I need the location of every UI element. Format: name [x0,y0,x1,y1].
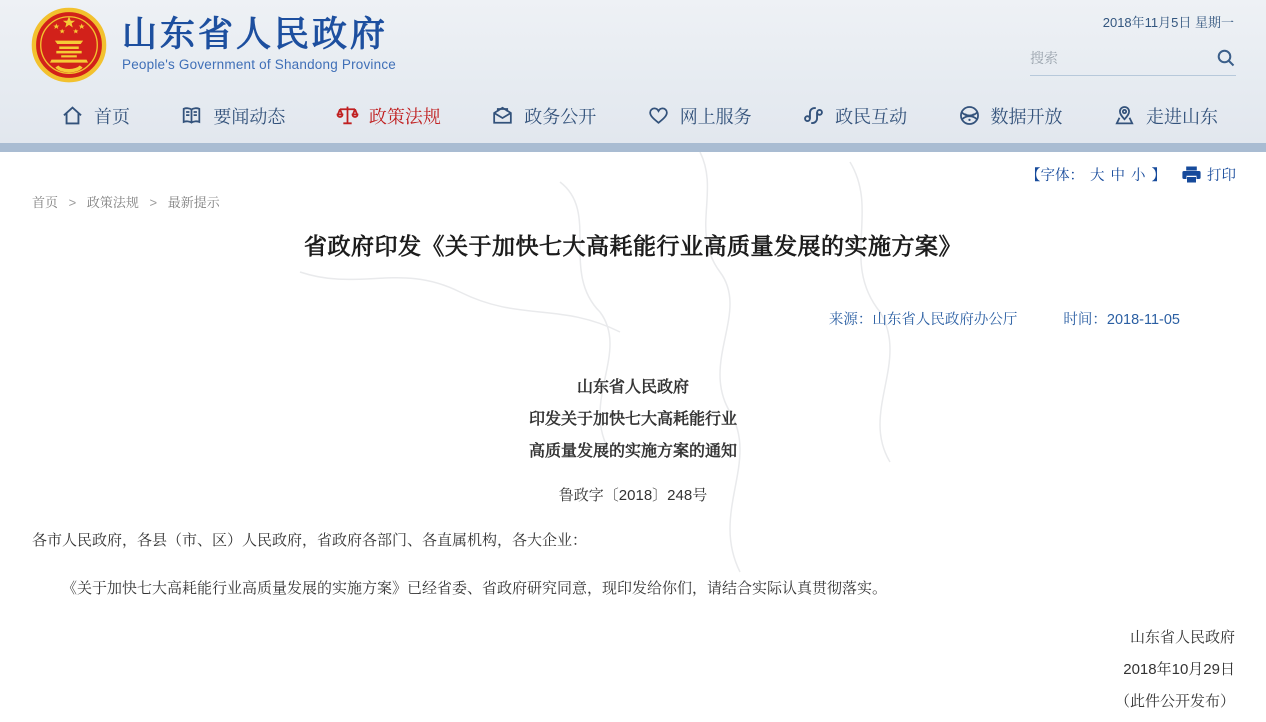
doc-heading-line: 印发关于加快七大高耗能行业 [528,411,737,428]
nav-item-about-shandong[interactable] [1112,103,1218,129]
document-number: 鲁政字〔2018〕248号 [558,487,708,504]
font-size-label-suffix: 】 [1151,168,1166,184]
breadcrumb-separator: > [149,195,158,210]
article-paragraph: 各市人民政府，各县（市、区）人民政府，省政府各部门、各直属机构，各大企业： [32,532,588,549]
site-subtitle: People's Government of Shandong Province [122,57,396,73]
signature-org: 山东省人民政府 [1129,629,1235,646]
breadcrumb-separator: > [68,195,77,210]
site-branding [122,16,396,73]
nav-label: 走进山东 [1145,106,1218,127]
nav-label: 数据开放 [990,106,1063,127]
home-icon [60,103,85,128]
font-size-large[interactable]: 大 [1090,168,1105,184]
search-input[interactable] [1030,50,1216,66]
mail-icon [490,103,515,128]
signature-note: （此件公开发布） [1114,693,1235,710]
nav-label: 政策法规 [368,106,441,127]
article-meta [829,308,1180,329]
breadcrumb [32,192,220,211]
breadcrumb-home[interactable]: 首页 [32,195,59,210]
nav-item-online-services[interactable] [646,103,752,129]
print-button[interactable] [1182,164,1236,185]
search-box [1030,48,1236,76]
document-heading [0,372,1266,468]
breadcrumb-current: 最新提示 [167,195,220,210]
header-divider-strip [0,143,1266,152]
nav-item-home[interactable] [60,103,130,129]
article-source: 来源：山东省人民政府办公厅 [828,312,1018,328]
nav-label: 网上服务 [679,106,752,127]
nav-item-news[interactable] [179,103,285,129]
nav-item-open-data[interactable] [957,103,1063,129]
article-page [0,152,1266,722]
map-pin-icon [1112,103,1137,128]
font-size-small[interactable]: 小 [1131,168,1146,184]
nav-item-interaction[interactable] [801,103,907,129]
article-toolbar [1026,164,1236,185]
breadcrumb-policies[interactable]: 政策法规 [86,195,139,210]
article-paragraph: 《关于加快七大高耗能行业高质量发展的实施方案》已经省委、省政府研究同意，现印发给你们，请结合实际认真贯彻落实。 [62,580,888,597]
nav-label: 首页 [94,106,130,127]
signature-date: 2018年10月29日 [1123,661,1235,678]
search-icon[interactable] [1216,48,1236,68]
main-nav [0,88,1266,143]
current-date: 2018年11月5日 星期一 [1102,15,1234,30]
chat-icon [801,103,826,128]
doc-heading-line: 高质量发展的实施方案的通知 [528,443,737,460]
site-header [0,0,1266,143]
scales-icon [335,103,360,128]
font-size-medium[interactable]: 中 [1110,168,1125,184]
nav-label: 政务公开 [524,106,597,127]
nav-item-gov-info[interactable] [490,103,596,129]
heart-icon [646,103,671,128]
print-label: 打印 [1207,168,1236,184]
article-title: 省政府印发《关于加快七大高耗能行业高质量发展的实施方案》 [304,233,962,259]
national-emblem-logo [30,7,108,85]
printer-icon [1182,166,1201,183]
globe-icon [957,103,982,128]
site-title: 山东省人民政府 [122,14,389,54]
article-time: 时间：2018-11-05 [1063,312,1180,328]
news-icon [179,103,204,128]
nav-item-policies[interactable] [335,103,441,129]
nav-label: 要闻动态 [213,106,286,127]
signature-block [1115,622,1235,718]
font-size-label-prefix: 【字体： [1026,168,1084,184]
nav-label: 政民互动 [835,106,908,127]
doc-heading-line: 山东省人民政府 [576,379,689,396]
